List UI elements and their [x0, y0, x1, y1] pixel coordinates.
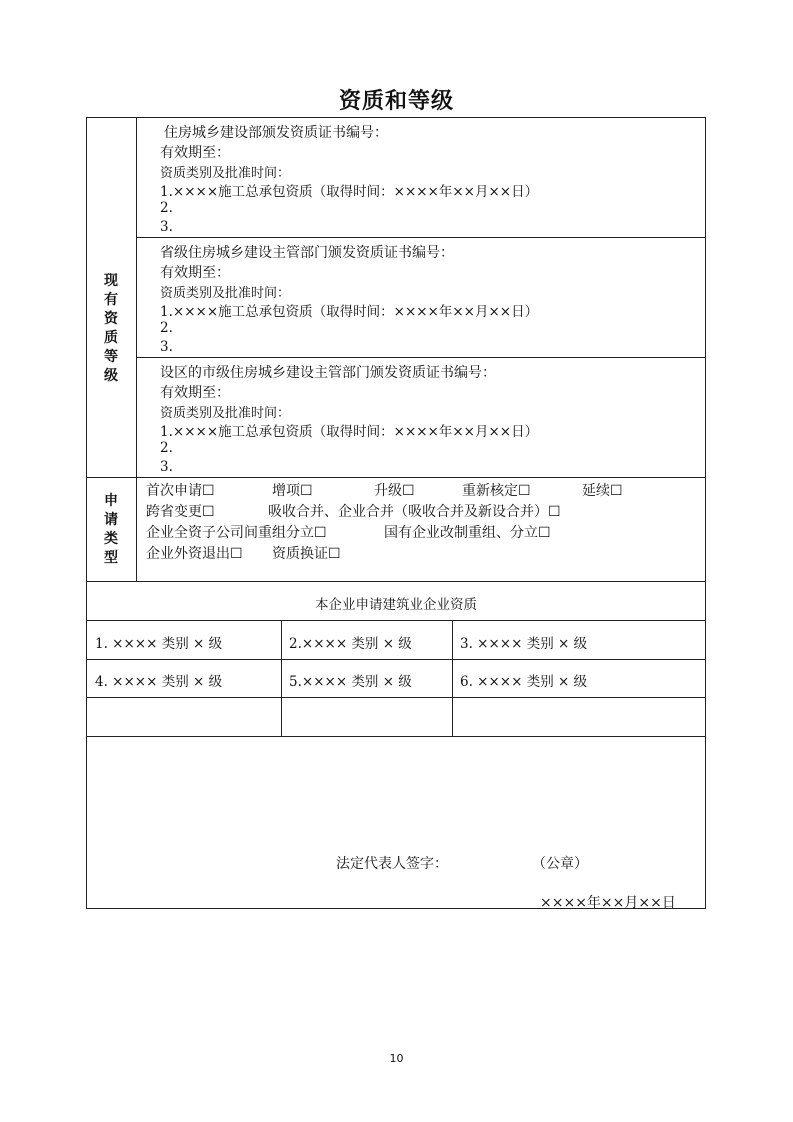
- checkbox-re-verification[interactable]: 重新核定☐: [462, 483, 531, 499]
- qualification-item: 2.: [160, 440, 173, 456]
- checkbox-subsidiary-reorganization[interactable]: 企业全资子公司间重组分立☐: [146, 525, 327, 541]
- category-header: 资质类别及批准时间：: [160, 406, 291, 421]
- signature-date: ××××年××月××日: [540, 895, 676, 911]
- checkbox-state-owned-restructuring[interactable]: 国有企业改制重组、分立☐: [384, 525, 551, 541]
- divider: [86, 736, 706, 737]
- requested-qualification-header: 本企业申请建筑业企业资质: [315, 597, 477, 613]
- checkbox-foreign-capital-exit[interactable]: 企业外资退出☐: [146, 546, 243, 562]
- label-char: 申: [104, 493, 118, 509]
- legal-representative-signature-label: 法定代表人签字：: [336, 856, 448, 872]
- checkbox-first-application[interactable]: 首次申请☐: [146, 483, 215, 499]
- checkbox-add-item[interactable]: 增项☐: [272, 483, 313, 499]
- qualification-item: 2.: [160, 200, 173, 216]
- label-char: 型: [104, 550, 118, 566]
- official-seal-label: （公章）: [532, 856, 588, 872]
- label-char: 质: [104, 330, 118, 346]
- certificate-number-field: 省级住房城乡建设主管部门颁发资质证书编号：: [160, 245, 454, 261]
- divider: [86, 697, 706, 698]
- qualification-item: 1.××××施工总承包资质（取得时间：××××年××月××日）: [160, 424, 539, 440]
- certificate-number-field: 设区的市级住房城乡建设主管部门颁发资质证书编号：: [160, 365, 496, 381]
- divider: [136, 117, 137, 581]
- divider: [136, 357, 706, 358]
- checkbox-upgrade[interactable]: 升级☐: [374, 483, 415, 499]
- checkbox-cross-province-change[interactable]: 跨省变更☐: [146, 504, 215, 520]
- application-type-row: [146, 543, 341, 563]
- divider: [86, 477, 706, 478]
- requested-qualification-cell[interactable]: 3. ×××× 类别 × 级: [460, 636, 588, 652]
- category-header: 资质类别及批准时间：: [160, 286, 291, 301]
- label-char: 资: [104, 311, 118, 327]
- validity-field: 有效期至：: [160, 385, 230, 401]
- certificate-number-field: 住房城乡建设部颁发资质证书编号：: [164, 125, 388, 141]
- requested-qualification-cell[interactable]: 6. ×××× 类别 × 级: [460, 674, 588, 690]
- divider: [281, 620, 282, 736]
- divider: [452, 620, 453, 736]
- label-char: 级: [104, 368, 118, 384]
- page-title: 资质和等级: [338, 89, 454, 114]
- page-number: 10: [389, 1052, 404, 1065]
- qualification-item: 3.: [160, 339, 173, 355]
- validity-field: 有效期至：: [160, 145, 230, 161]
- requested-qualification-cell[interactable]: 5.×××× 类别 × 级: [289, 674, 412, 690]
- application-type-label: [86, 492, 136, 568]
- application-type-row: [146, 480, 623, 500]
- application-type-row: [146, 501, 561, 521]
- requested-qualification-cell[interactable]: 4. ×××× 类别 × 级: [95, 674, 223, 690]
- label-char: 类: [104, 531, 118, 547]
- qualification-item: 2.: [160, 320, 173, 336]
- qualification-item: 3.: [160, 459, 173, 475]
- validity-field: 有效期至：: [160, 265, 230, 281]
- divider: [86, 620, 706, 621]
- requested-qualification-cell[interactable]: 1. ×××× 类别 × 级: [95, 636, 223, 652]
- application-type-row: [146, 522, 551, 542]
- qualification-item: 1.××××施工总承包资质（取得时间：××××年××月××日）: [160, 184, 539, 200]
- existing-qualification-label: [86, 272, 136, 386]
- checkbox-renewal[interactable]: 延续☐: [582, 483, 623, 499]
- category-header: 资质类别及批准时间：: [160, 166, 291, 181]
- label-char: 现: [104, 273, 118, 289]
- qualification-item: 1.××××施工总承包资质（取得时间：××××年××月××日）: [160, 304, 539, 320]
- label-char: 等: [104, 349, 118, 365]
- divider: [136, 237, 706, 238]
- label-char: 有: [104, 292, 118, 308]
- checkbox-merger[interactable]: 吸收合并、企业合并（吸收合并及新设合并）☐: [268, 504, 561, 520]
- checkbox-certificate-replacement[interactable]: 资质换证☐: [272, 546, 341, 562]
- qualification-item: 3.: [160, 219, 173, 235]
- label-char: 请: [104, 512, 118, 528]
- divider: [86, 581, 706, 582]
- divider: [86, 659, 706, 660]
- requested-qualification-cell[interactable]: 2.×××× 类别 × 级: [289, 636, 412, 652]
